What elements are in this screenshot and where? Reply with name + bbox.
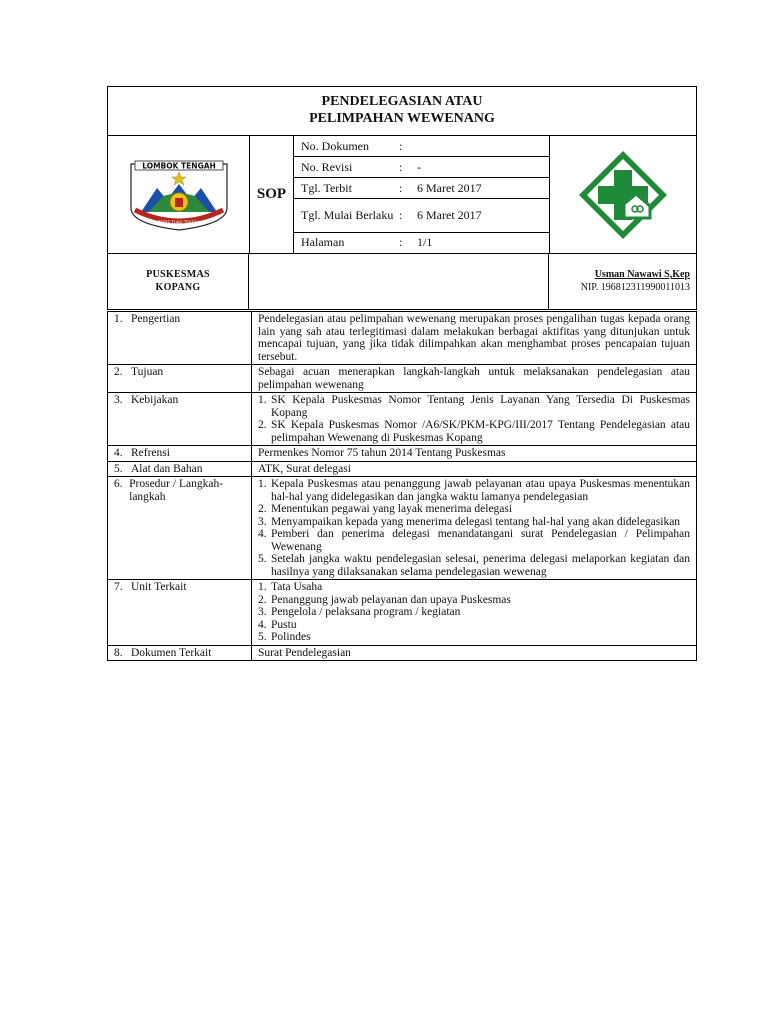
list-item-text: Menentukan pegawai yang layak menerima delegasi [271,503,513,515]
list-item-number: 2. [258,503,267,515]
list-item-number: 3. [258,515,267,528]
regency-crest-icon [127,158,231,232]
signature-row [107,254,697,310]
row-label-text: Prosedur / Langkah-langkah [129,478,224,503]
meta-colon: : [399,235,403,249]
signer-nip: NIP. 196812311990011013 [580,282,690,293]
meta-colon: : [399,138,403,153]
list-item-number: 1. [258,478,267,490]
related-unit-list [258,581,690,644]
row-label-text: Dokumen Terkait [131,646,212,659]
logo-text: LOMBOK TENGAH [141,161,216,170]
list-item-text: Setelah jangka waktu pendelegasian selesai, penerima delegasi melaporkan kegiatan dan hasilnya yang dilaksanakan selama pendelegasian wewenag [271,553,690,578]
list-item-text: Tata Usaha [271,581,323,593]
list-item [258,631,690,644]
row-number: 2. [114,366,123,378]
meta-value: 1/1 [417,235,433,249]
list-item [258,478,690,503]
signer-block [549,254,696,309]
meta-row-document-number [294,136,549,157]
meta-colon: : [399,180,403,195]
meta-colon: : [399,159,403,174]
table-row [108,645,697,661]
meta-label: No. Revisi [301,159,353,174]
list-item-number: 4. [258,528,267,540]
signer-name: Usman Nawawi S,Kep [594,269,690,280]
row-body [252,393,697,446]
list-item [258,581,690,594]
row-body: Permenkes Nomor 75 tahun 2014 Tentang Puskesmas [252,446,697,462]
row-number: 5. [114,462,123,475]
meta-value: 6 Maret 2017 [417,180,482,195]
meta-row-revision [294,157,549,178]
row-number: 1. [114,313,123,325]
list-item-number: 5. [258,553,267,565]
row-label-text: Alat dan Bahan [131,462,203,475]
procedure-list [258,478,690,578]
row-label-text: Kebijakan [131,394,179,406]
list-item-text: SK Kepala Puskesmas Nomor Tentang Jenis Layanan Yang Tersedia Di Puskesmas Kopang [271,394,690,419]
row-label-text: Refrensi [131,447,170,459]
meta-value: 6 Maret 2017 [417,208,482,222]
meta-row-page [294,233,549,252]
meta-row-effective-date [294,199,549,233]
list-item-number: 5. [258,631,267,643]
list-item-text: Menyampaikan kepada yang menerima delegasi tentang hal-hal yang akan didelegasikan [271,515,681,528]
policy-list [258,394,690,444]
table-row [108,446,697,462]
list-item [258,516,690,529]
org-line-2: KOPANG [155,282,201,293]
list-item-text: Pemberi dan penerima delegasi menandatangani surat Pendelegasian / Pelimpahan Wewenang [271,528,690,553]
table-row [108,580,697,646]
sop-content-table [107,311,697,661]
row-body: Sebagai acuan menerapkan langkah-langkah untuk melaksanakan pendelegasian atau pelimpahan wewenang [252,365,697,393]
list-item [258,619,690,632]
row-label [108,645,252,661]
list-item-text: Kepala Puskesmas atau penanggung jawab pelayanan atau upaya Puskesmas menentukan hal-hal yang didelegasikan dan jangka waktu lamanya pendelegasian [271,478,690,503]
row-label-text: Tujuan [131,366,164,378]
signature-space [249,254,549,309]
puskesmas-cross-icon [576,148,670,242]
table-row [108,393,697,446]
list-item [258,394,690,419]
table-row [108,461,697,477]
row-number: 7. [114,581,123,593]
row-label-text: Unit Terkait [131,581,187,593]
list-item-text: SK Kepala Puskesmas Nomor /A6/SK/PKM-KPG/III/2017 Tentang Pendelegasian atau pelimpahan Wewenang di Puskesmas Kopang [271,419,690,444]
row-label [108,461,252,477]
sop-header [107,136,697,254]
list-item-number: 3. [258,606,267,618]
row-label-text: Pengertian [131,313,181,325]
list-item-number: 1. [258,581,267,593]
meta-label: Tgl. Terbit [301,180,352,195]
list-item [258,594,690,607]
organization-name [108,254,249,309]
table-row [108,312,697,365]
list-item [258,553,690,578]
list-item-number: 2. [258,419,267,431]
list-item-number: 1. [258,394,267,406]
row-body [252,580,697,646]
list-item-text: Penanggung jawab pelayanan dan upaya Puskesmas [271,593,511,606]
row-number: 4. [114,447,123,459]
list-item-text: Pustu [271,618,297,631]
list-item-text: Polindes [271,631,311,643]
row-body [252,477,697,580]
document-meta [294,136,550,253]
meta-row-issue-date [294,178,549,199]
row-body: Pendelegasian atau pelimpahan wewenang merupakan proses pengalihan tugas kepada orang lain yang sah atau terlegitimasi dalam melakukan berbagai aktifitas yang ditunjukan untuk mencapai tujuan, yang jika tidak dilimpahkan akan menghambat proses pencapaian tujuan tersebut. [252,312,697,365]
row-body: ATK, Surat delegasi [252,461,697,477]
document-title [107,86,697,136]
puskesmas-logo [550,136,696,253]
row-body: Surat Pendelegasian [252,645,697,661]
meta-value: - [417,159,421,174]
row-label [108,580,252,646]
org-line-1: PUSKESMAS [146,269,210,280]
title-line-2: PELIMPAHAN WEWENANG [309,111,495,126]
meta-label: Halaman [301,235,345,249]
list-item [258,606,690,619]
logo-ribbon-text: TATAS TUHU TRASNA [157,219,200,225]
list-item-number: 2. [258,593,267,606]
sop-label: SOP [250,136,294,253]
title-line-1: PENDELEGASIAN ATAU [321,94,483,109]
row-number: 3. [114,394,123,406]
row-label [108,365,252,393]
meta-colon: : [399,208,403,222]
list-item [258,419,690,444]
lombok-tengah-logo [108,136,250,253]
meta-label: No. Dokumen [301,138,369,153]
sop-document [107,86,697,661]
list-item-number: 4. [258,618,267,631]
row-label [108,446,252,462]
list-item-text: Pengelola / pelaksana program / kegiatan [271,606,461,618]
meta-label: Tgl. Mulai Berlaku [301,208,394,222]
row-label [108,312,252,365]
row-number: 6. [114,478,123,490]
row-number: 8. [114,646,123,659]
list-item [258,503,690,516]
row-label [108,393,252,446]
list-item [258,528,690,553]
table-row [108,365,697,393]
row-label [108,477,252,580]
table-row [108,477,697,580]
